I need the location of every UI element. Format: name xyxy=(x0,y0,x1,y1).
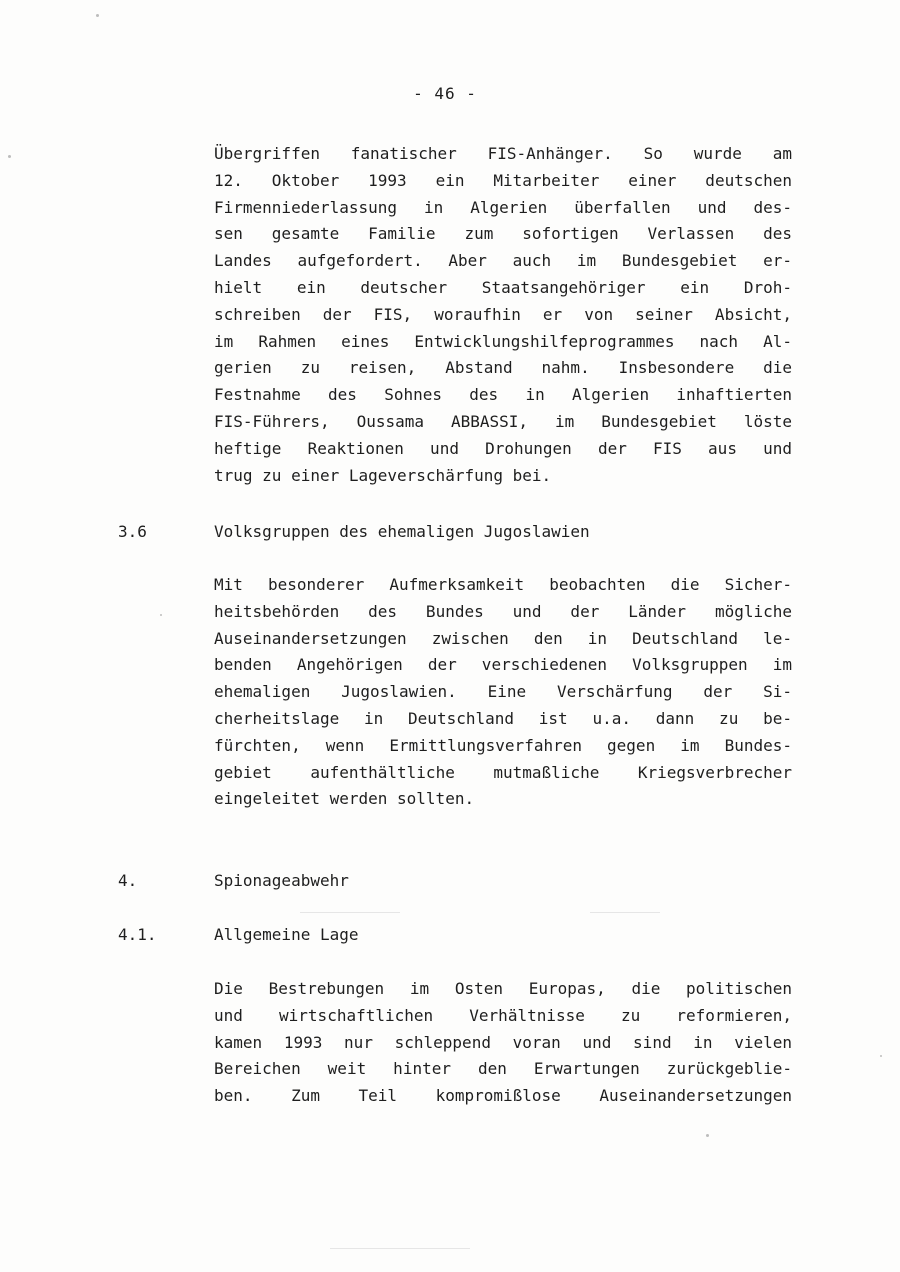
scan-speck xyxy=(96,14,99,17)
section-heading: Allgemeine Lage xyxy=(214,925,359,944)
text-line: gerien zu reisen, Abstand nahm. Insbesondere die xyxy=(214,358,792,378)
text-line: ehemaligen Jugoslawien. Eine Verschärfung der Si- xyxy=(214,682,792,702)
text-line: FIS-Führers, Oussama ABBASSI, im Bundesgebiet löste xyxy=(214,411,792,431)
scan-streak xyxy=(300,912,400,913)
text-line: gebiet aufenthältliche mutmaßliche Kriegsverbrecher xyxy=(214,762,792,782)
text-line: Firmenniederlassung in Algerien überfallen und des- xyxy=(214,197,792,217)
text-line: Mit besonderer Aufmerksamkeit beobachten die Sicher- xyxy=(214,575,792,594)
text-line: fürchten, wenn Ermittlungsverfahren gegen im Bundes- xyxy=(214,735,792,755)
text-line: Auseinandersetzungen zwischen den in Deutschland le- xyxy=(214,628,792,648)
section-number: 4. xyxy=(118,871,138,890)
text-line: heftige Reaktionen und Drohungen der FIS aus und xyxy=(214,438,792,458)
scan-speck xyxy=(706,1134,709,1137)
scan-speck xyxy=(160,614,162,616)
scan-speck xyxy=(8,155,11,158)
text-line: ben. Zum Teil kompromißlose Auseinandersetzungen xyxy=(214,1086,792,1106)
scan-speck xyxy=(880,1055,882,1057)
scan-streak xyxy=(330,1248,470,1249)
text-line: Festnahme des Sohnes des in Algerien inhaftierten xyxy=(214,385,792,405)
text-line: hielt ein deutscher Staatsangehöriger ein Droh- xyxy=(214,277,792,297)
section-number: 3.6 xyxy=(118,522,147,541)
text-line: Landes aufgefordert. Aber auch im Bundesgebiet er- xyxy=(214,251,792,271)
text-line: schreiben der FIS, woraufhin er von seiner Absicht, xyxy=(214,304,792,324)
section-heading: Volksgruppen des ehemaligen Jugoslawien xyxy=(214,522,590,541)
text-line: heitsbehörden des Bundes und der Länder mögliche xyxy=(214,601,792,621)
text-line: trug zu einer Lageverschärfung bei. xyxy=(214,465,552,485)
paragraph-eastern-europe xyxy=(214,976,792,1110)
text-line: Die Bestrebungen im Osten Europas, die politischen xyxy=(214,979,792,998)
page-number: - 46 - xyxy=(413,84,477,103)
text-line: im Rahmen eines Entwicklungshilfeprogrammes nach Al- xyxy=(214,331,792,351)
text-line: eingeleitet werden sollten. xyxy=(214,789,475,809)
text-line: und wirtschaftlichen Verhältnisse zu reformieren, xyxy=(214,1005,792,1025)
paragraph-yugoslavia xyxy=(214,572,792,813)
paragraph-fis-incidents xyxy=(214,141,792,489)
text-line: sen gesamte Familie zum sofortigen Verlassen des xyxy=(214,224,792,244)
text-line: benden Angehörigen der verschiedenen Volksgruppen im xyxy=(214,655,792,675)
section-number: 4.1. xyxy=(118,925,157,944)
text-line: 12. Oktober 1993 ein Mitarbeiter einer deutschen xyxy=(214,170,792,190)
scan-streak xyxy=(590,912,660,913)
section-heading: Spionageabwehr xyxy=(214,871,349,890)
text-line: Übergriffen fanatischer FIS-Anhänger. So wurde am xyxy=(214,144,792,163)
text-line: cherheitslage in Deutschland ist u.a. dann zu be- xyxy=(214,708,792,728)
text-line: Bereichen weit hinter den Erwartungen zurückgeblie- xyxy=(214,1059,792,1079)
text-line: kamen 1993 nur schleppend voran und sind in vielen xyxy=(214,1032,792,1052)
